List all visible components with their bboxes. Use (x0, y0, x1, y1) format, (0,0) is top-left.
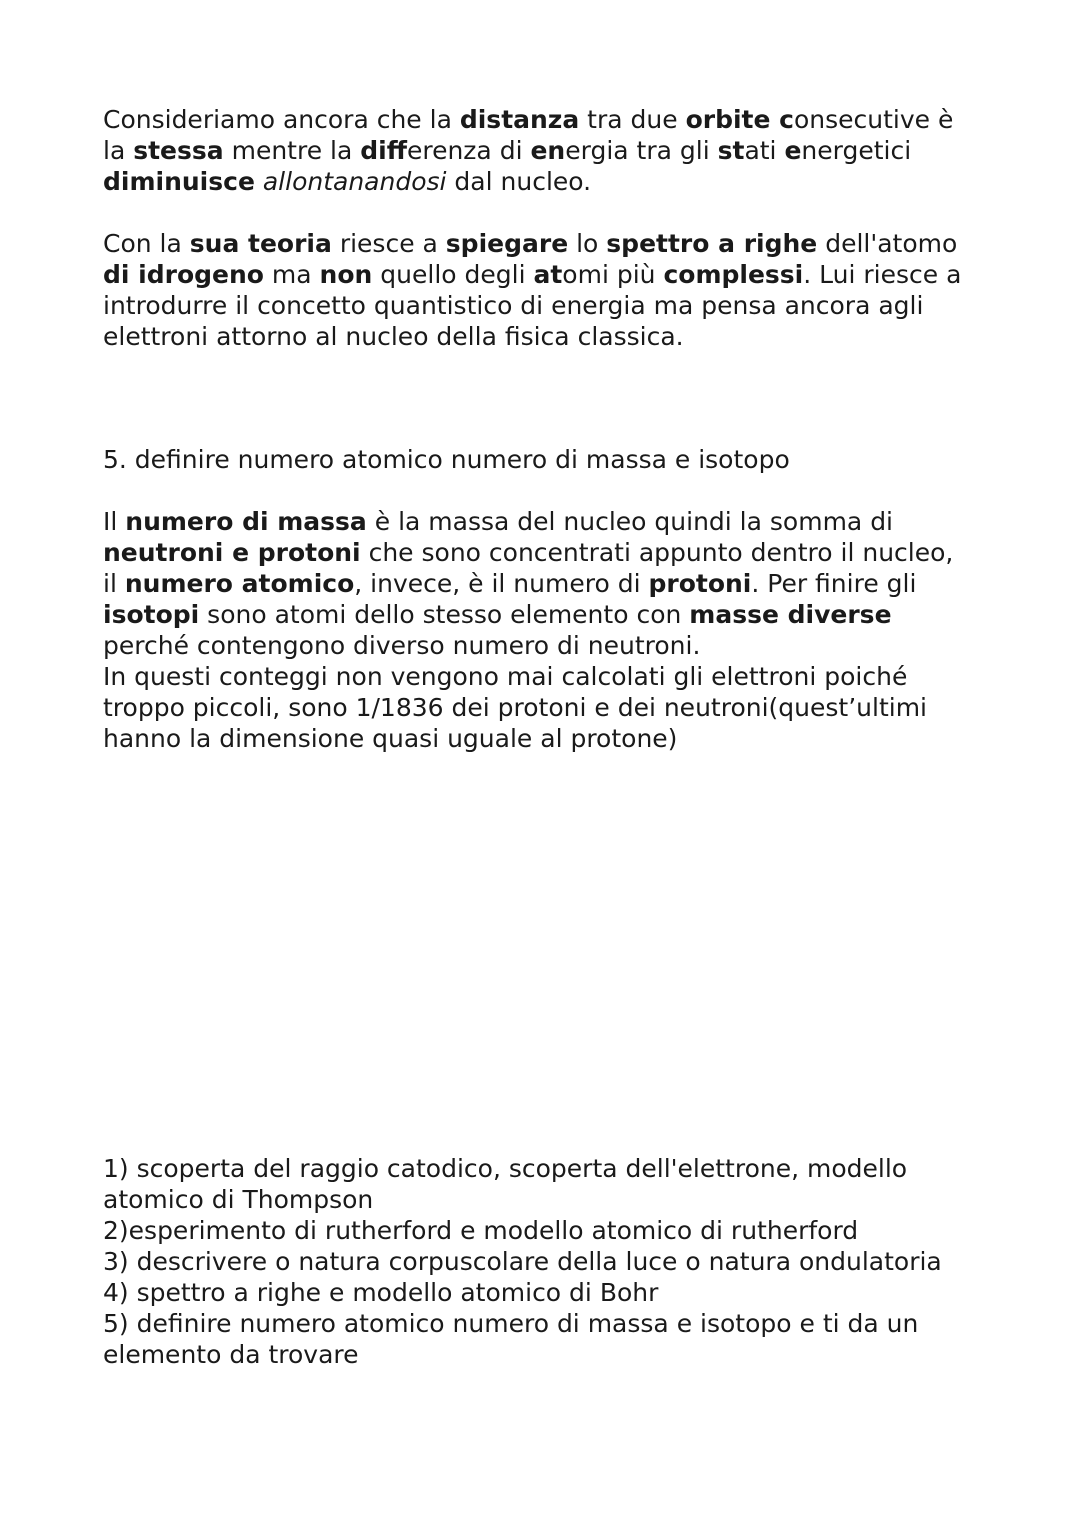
text-span: . Lui riesce a (803, 260, 962, 289)
text-span: ergia tra gli (565, 136, 718, 165)
list-item: 3) descrivere o natura corpuscolare della luce o natura ondulatoria (103, 1247, 942, 1276)
paragraph-line (103, 228, 1023, 259)
bold-text: numero atomico (124, 569, 355, 598)
text-span: Consideriamo ancora che la (103, 105, 460, 134)
text-span: onsecutive è (793, 105, 954, 134)
paragraph-line: hanno la dimensione quasi uguale al protone) (103, 724, 678, 753)
text-span: nergetici (801, 136, 912, 165)
text-span: la (103, 136, 134, 165)
bold-text: protoni (648, 569, 752, 598)
section-heading (103, 444, 1023, 475)
paragraph-line (103, 135, 1023, 166)
text-span: ma (263, 260, 320, 289)
text-span: . Per finire gli (751, 569, 917, 598)
text-span: dell'atomo (817, 229, 958, 258)
text-span: lo (568, 229, 607, 258)
bold-text: distanza (459, 105, 580, 134)
text-span: mentre la (223, 136, 361, 165)
bold-text: non (319, 260, 373, 289)
paragraph-mass-number (103, 506, 1023, 754)
text-span: Il (103, 507, 126, 536)
text-span: è la massa del nucleo quindi la somma di (366, 507, 894, 536)
paragraph-line (103, 506, 1023, 537)
topic-list (103, 1153, 1023, 1370)
text-span: tra due (579, 105, 686, 134)
list-item: 5) definire numero atomico numero di massa e isotopo e ti da un (103, 1309, 919, 1338)
text-span (255, 167, 263, 196)
text-span: , invece, è il numero di (354, 569, 649, 598)
text-span: il (103, 569, 125, 598)
text-span: ati (744, 136, 785, 165)
text-span: sono atomi dello stesso elemento con (199, 600, 690, 629)
bold-text: spettro a righe (606, 229, 818, 258)
bold-text: numero di massa (125, 507, 367, 536)
paragraph-line (103, 599, 1023, 630)
paragraph-line: troppo piccoli, sono 1/1836 dei protoni e dei neutroni(quest’ultimi (103, 693, 927, 722)
bold-text: isotopi (103, 600, 200, 629)
list-item: elemento da trovare (103, 1340, 359, 1369)
text-span: dal nucleo. (446, 167, 592, 196)
bold-text: orbite c (685, 105, 794, 134)
paragraph-line (103, 104, 1023, 135)
text-span: quello degli (372, 260, 534, 289)
paragraph-theory (103, 228, 1023, 352)
text-span: erenza di (406, 136, 531, 165)
bold-text: sua teoria (189, 229, 332, 258)
bold-text: complessi (663, 260, 804, 289)
text-span: Con la (103, 229, 190, 258)
list-item: 2)esperimento di rutherford e modello atomico di rutherford (103, 1216, 859, 1245)
paragraph-line (103, 166, 1023, 197)
list-item: atomico di Thompson (103, 1185, 374, 1214)
bold-text: neutroni e protoni (103, 538, 361, 567)
paragraph-line: introdurre il concetto quantistico di energia ma pensa ancora agli (103, 291, 924, 320)
bold-text: masse diverse (689, 600, 892, 629)
bold-text: diff (360, 136, 407, 165)
list-item: 1) scoperta del raggio catodico, scoperta dell'elettrone, modello (103, 1154, 908, 1183)
paragraph-line: elettroni attorno al nucleo della fisica classica. (103, 322, 684, 351)
bold-text: di idrogeno (103, 260, 264, 289)
heading-text: 5. definire numero atomico numero di massa e isotopo (103, 445, 790, 474)
paragraph-line (103, 259, 1023, 290)
paragraph-line: In questi conteggi non vengono mai calcolati gli elettroni poiché (103, 662, 908, 691)
paragraph-line (103, 537, 1023, 568)
text-span: omi più (562, 260, 664, 289)
paragraph-orbits (103, 104, 1023, 197)
bold-text: spiegare (445, 229, 569, 258)
text-span: riesce a (331, 229, 446, 258)
italic-text: allontanandosi (262, 167, 447, 196)
bold-text: stessa (133, 136, 224, 165)
bold-text: diminuisce (103, 167, 255, 196)
bold-text: en (530, 136, 566, 165)
bold-text: e (784, 136, 802, 165)
bold-text: st (717, 136, 745, 165)
bold-text: at (533, 260, 563, 289)
paragraph-line (103, 568, 1023, 599)
text-span: che sono concentrati appunto dentro il nucleo, (360, 538, 954, 567)
paragraph-line: perché contengono diverso numero di neutroni. (103, 631, 701, 660)
list-item: 4) spettro a righe e modello atomico di Bohr (103, 1278, 659, 1307)
